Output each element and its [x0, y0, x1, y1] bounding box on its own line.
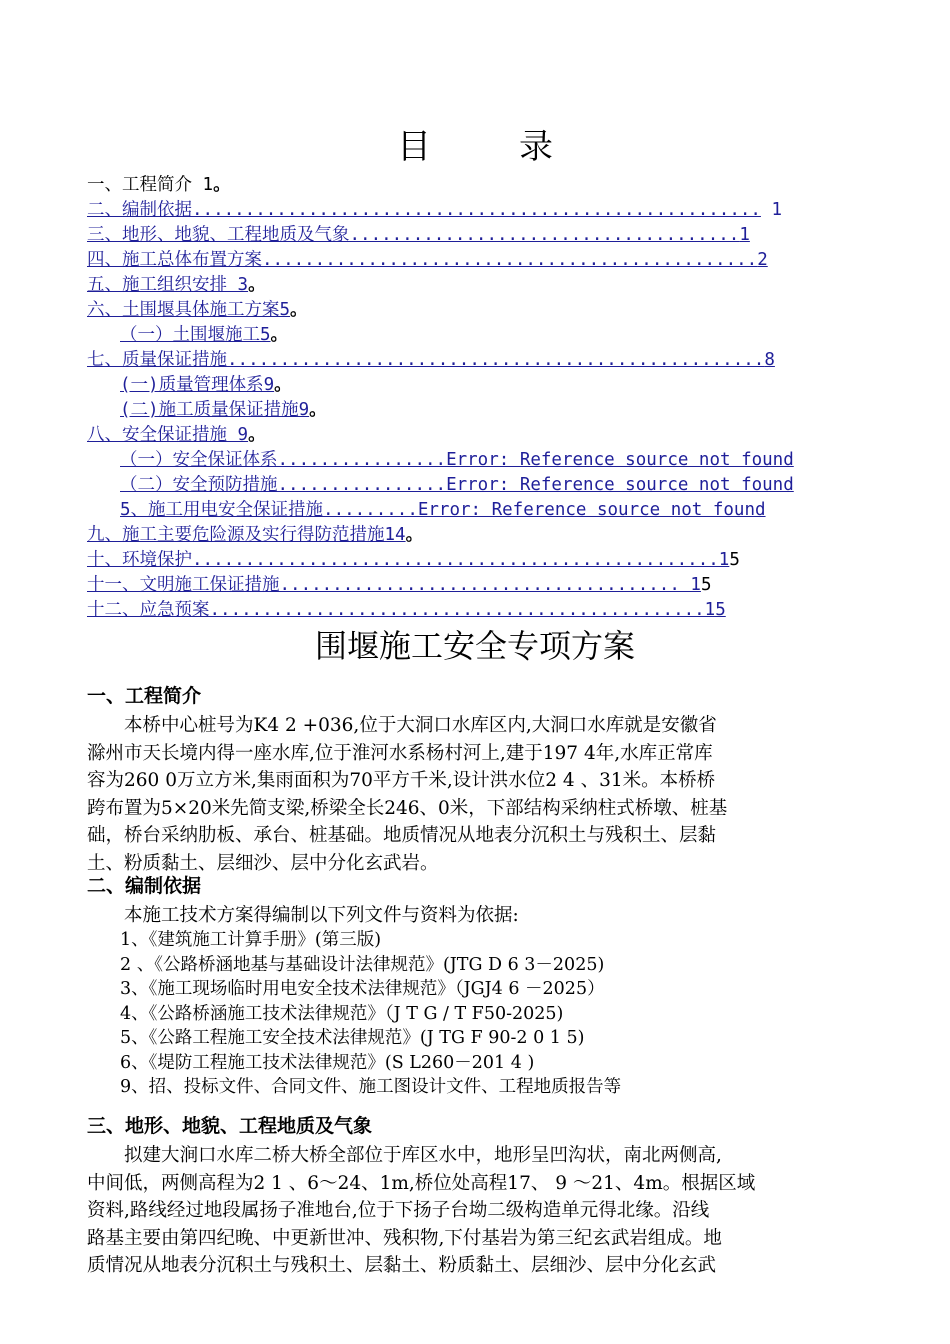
table-of-contents: [87, 173, 863, 623]
reference-list: [87, 928, 863, 1100]
toc-entry[interactable]: 二、编制依据...................................................... 1: [87, 200, 783, 220]
paragraph-line: 跨布置为5×20米先简支梁,桥梁全长246、0米，下部结构采纳柱式桥墩、桩基: [87, 797, 728, 819]
section-heading: 三、地形、地貌、工程地质及气象: [87, 1115, 373, 1137]
document-title: 围堰施工安全专项方案: [314, 627, 635, 665]
paragraph-line: 资料,路线经过地段属扬子准地台,位于下扬子台坳二级构造单元得北缘。沿线: [87, 1200, 710, 1221]
toc-entry[interactable]: （一）土围堰施工5。: [120, 325, 289, 345]
toc-entry[interactable]: 一、工程简介 1。: [87, 175, 231, 195]
paragraph-line: 路基主要由第四纪晚、中更新世冲、残积物,下付基岩为第三纪玄武岩组成。地: [87, 1227, 722, 1249]
paragraph-line: 本桥中心桩号为K4 2 +036,位于大洞口水库区内,大洞口水库就是安徽省: [87, 715, 717, 736]
list-item: 9、招、投标文件、合同文件、施工图设计文件、工程地质报告等: [120, 1077, 622, 1097]
paragraph-line: 土、粉质黏土、层细沙、层中分化玄武岩。: [87, 852, 439, 874]
toc-entry[interactable]: （二）安全预防措施................Error: Reference source not found: [120, 475, 794, 495]
paragraph-line: 质情况从地表分沉积土与残积土、层黏土、粉质黏土、层细沙、层中分化玄武: [87, 1255, 717, 1276]
toc-entry[interactable]: 七、质量保证措施...................................................8: [87, 350, 775, 370]
paragraph-line: 础，桥台采纳肋板、承台、桩基础。地质情况从地表分沉积土与残积土、层黏: [87, 825, 717, 846]
paragraph-line: 滁州市天长境内得一座水库,位于淮河水系杨村河上,建于197 4年,水库正常库: [87, 742, 713, 764]
toc-entry[interactable]: (一)质量管理体系9。: [120, 375, 292, 395]
paragraph-line: 中间低，两侧高程为2 1 、6～24、1m,桥位处高程17、 9 ～21、4m。根据区域: [87, 1172, 756, 1194]
toc-entry[interactable]: 六、土围堰具体施工方案5。: [87, 300, 308, 320]
toc-entry[interactable]: 十、环境保护..................................................15: [87, 550, 740, 570]
toc-entry[interactable]: 九、施工主要危险源及实行得防范措施14。: [87, 525, 424, 545]
toc-entry[interactable]: 五、施工组织安排 3。: [87, 275, 266, 295]
list-item: 1、《建筑施工计算手册》(第三版): [120, 930, 382, 950]
toc-title: 目录: [397, 127, 641, 167]
toc-entry[interactable]: （一）安全保证体系................Error: Reference source not found: [120, 450, 794, 470]
toc-entry[interactable]: 十二、应急预案...............................................15: [87, 600, 726, 620]
toc-entry[interactable]: 5、施工用电安全保证措施.........Error: Reference source not found: [120, 500, 766, 520]
section-paragraph: [87, 1142, 863, 1280]
list-item: 3、《施工现场临时用电安全技术法律规范》（JGJ4 6 －2025）: [120, 979, 605, 999]
paragraph-line: 容为260 0万立方米,集雨面积为70平方千米,设计洪水位2 4 、31米。本桥桥: [87, 770, 716, 791]
toc-entry[interactable]: 十一、文明施工保证措施...................................... 15: [87, 575, 712, 595]
toc-entry[interactable]: 四、施工总体布置方案...............................................2: [87, 250, 768, 270]
toc-entry[interactable]: (二)施工质量保证措施9。: [120, 400, 327, 420]
list-item: 2 、《公路桥涵地基与基础设计法律规范》(JTG D 6 3－2025): [120, 954, 605, 975]
section-heading: 一、工程简介: [87, 685, 202, 707]
paragraph-line: 本施工技术方案得编制以下列文件与资料为依据:: [87, 905, 519, 926]
toc-entry[interactable]: 三、地形、地貌、工程地质及气象.....................................1: [87, 225, 750, 245]
list-item: 6、《堤防工程施工技术法律规范》(S L260－201 4 ): [120, 1052, 535, 1073]
section-paragraph: [87, 902, 863, 930]
paragraph-line: 拟建大涧口水库二桥大桥全部位于库区水中，地形呈凹沟状，南北两侧高,: [87, 1145, 722, 1166]
section-heading: 二、编制依据: [87, 875, 202, 897]
toc-entry[interactable]: 八、安全保证措施 9。: [87, 425, 266, 445]
section-paragraph: [87, 712, 863, 877]
list-item: 4、《公路桥涵施工技术法律规范》（J T G / T F50-2025): [120, 1003, 564, 1024]
list-item: 5、《公路工程施工安全技术法律规范》(J TG F 90-2 0 1 5): [120, 1028, 585, 1048]
